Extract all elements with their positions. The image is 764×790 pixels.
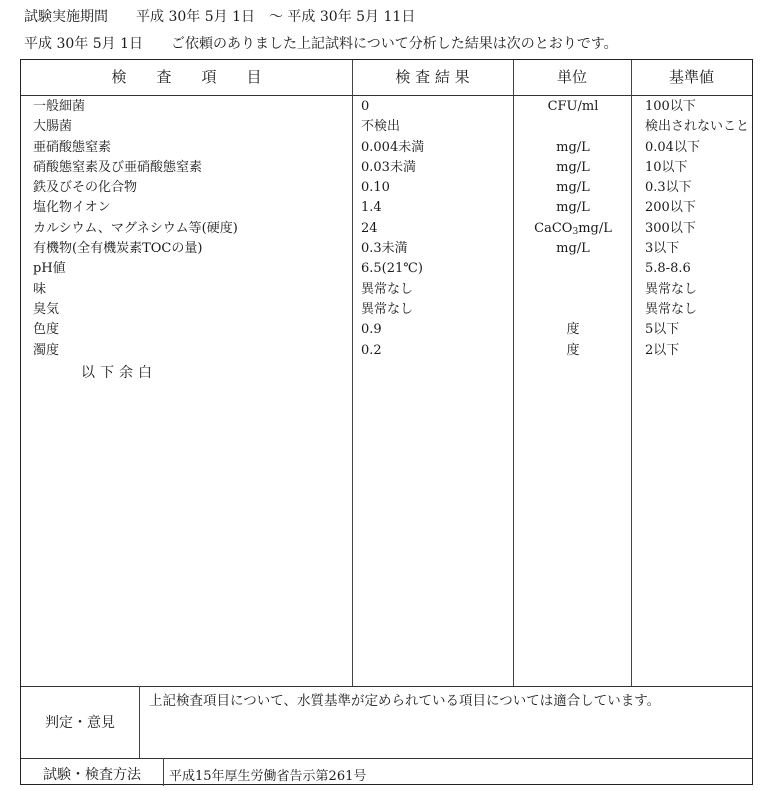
result-cell: 0.3未満 xyxy=(361,241,408,257)
judgment-label: 判定・意見 xyxy=(45,715,115,731)
result-cell: 0.2 xyxy=(361,342,382,358)
table-row xyxy=(21,280,752,300)
result-cell: 0.03未満 xyxy=(361,159,416,175)
table-row xyxy=(21,259,752,279)
item-cell: 味 xyxy=(33,281,47,297)
result-cell: 異常なし xyxy=(361,301,414,317)
item-cell: 臭気 xyxy=(33,301,60,317)
unit-cell: CFU/ml xyxy=(547,99,599,114)
col-header-result: 検 査 結 果 xyxy=(395,68,470,86)
col-header-standard: 基準値 xyxy=(668,68,714,86)
unit-cell: 度 xyxy=(566,342,580,358)
unit-cell: mg/L xyxy=(556,180,590,196)
unit-cell: mg/L xyxy=(556,200,590,216)
remarks-text: 以下余白 xyxy=(81,365,157,381)
intro-line: 平成 30年 5月 1日 ご依頼のありました上記試料について分析した結果は次のとおりです。 xyxy=(24,36,618,52)
standard-cell: 200以下 xyxy=(645,200,696,216)
method-label: 試験・検査方法 xyxy=(43,767,141,783)
header-rule xyxy=(21,95,752,96)
table-row xyxy=(21,341,752,361)
standard-cell: 3以下 xyxy=(645,241,680,257)
standard-cell: 100以下 xyxy=(645,99,696,114)
standard-cell: 5以下 xyxy=(645,322,680,338)
result-cell: 24 xyxy=(361,220,378,236)
standard-cell: 異常なし xyxy=(645,301,698,317)
result-cell: 0.10 xyxy=(361,180,390,196)
method-text: 平成15年厚生労働省告示第261号 xyxy=(169,769,367,784)
standard-cell: 10以下 xyxy=(645,159,688,175)
item-cell: pH値 xyxy=(33,261,66,277)
col-header-unit: 単位 xyxy=(556,68,587,86)
unit-cell: mg/L xyxy=(556,139,590,155)
standard-cell: 2以下 xyxy=(645,342,680,358)
result-cell: 不検出 xyxy=(361,119,401,135)
standard-cell: 5.8-8.6 xyxy=(645,261,691,277)
unit-cell: mg/L xyxy=(556,159,590,175)
table-row xyxy=(21,138,752,158)
unit-cell: CaCO$_3$mg/L xyxy=(534,220,612,237)
result-cell: 異常なし xyxy=(361,281,414,297)
table-row xyxy=(21,158,752,178)
item-cell: 色度 xyxy=(33,322,60,338)
table-row xyxy=(21,198,752,218)
section-rule xyxy=(21,686,752,687)
result-cell: 0.9 xyxy=(361,322,382,338)
results-table xyxy=(20,59,753,785)
unit-cell: 度 xyxy=(566,322,580,338)
standard-cell: 0.04以下 xyxy=(645,139,700,155)
item-cell: カルシウム、マグネシウム等(硬度) xyxy=(33,220,238,236)
table-row xyxy=(21,117,752,137)
judgment-text: 上記検査項目について、水質基準が定められている項目については適合しています。 xyxy=(149,693,661,709)
standard-cell: 0.3以下 xyxy=(645,180,692,196)
table-row xyxy=(21,320,752,340)
item-cell: 鉄及びその化合物 xyxy=(33,180,138,196)
standard-cell: 300以下 xyxy=(645,220,696,236)
section-rule xyxy=(21,758,752,759)
item-cell: 塩化物イオン xyxy=(33,200,111,216)
item-cell: 濁度 xyxy=(33,342,60,358)
item-cell: 大腸菌 xyxy=(33,119,73,135)
table-row xyxy=(21,239,752,259)
table-row xyxy=(21,300,752,320)
item-cell: 亜硝酸態窒素 xyxy=(33,139,112,155)
standard-cell: 異常なし xyxy=(645,281,698,297)
result-cell: 1.4 xyxy=(361,200,382,216)
test-period-line: 試験実施期間 平成 30年 5月 1日 ～ 平成 30年 5月 11日 xyxy=(24,9,416,25)
item-cell: 一般細菌 xyxy=(33,99,86,114)
table-body xyxy=(21,97,752,361)
table-row xyxy=(21,97,752,117)
unit-cell: mg/L xyxy=(556,241,590,257)
result-cell: 6.5(21℃) xyxy=(361,261,423,277)
table-row xyxy=(21,178,752,198)
judgment-divider xyxy=(139,686,140,758)
method-divider xyxy=(163,758,164,786)
result-cell: 0.004未満 xyxy=(361,139,425,155)
item-cell: 有機物(全有機炭素TOCの量) xyxy=(33,241,203,257)
standard-cell: 検出されないこと xyxy=(645,119,750,135)
table-row xyxy=(21,219,752,239)
item-cell: 硝酸態窒素及び亜硝酸態窒素 xyxy=(33,159,203,175)
col-header-item: 検 査 項 目 xyxy=(111,68,262,86)
result-cell: 0 xyxy=(361,99,370,114)
